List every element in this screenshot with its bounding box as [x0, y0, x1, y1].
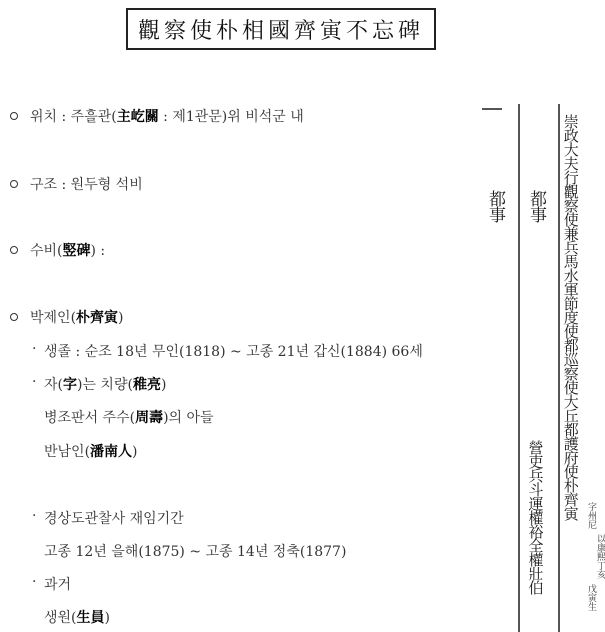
circle-bullet-icon [10, 112, 18, 120]
circle-bullet-icon [10, 180, 18, 188]
dot-bullet-icon: · [32, 508, 37, 524]
page-title: 觀察使朴相國齊寅不忘碑 [126, 8, 436, 50]
dot-bullet-icon: · [32, 341, 37, 357]
dot-bullet-icon: · [32, 374, 37, 390]
column-divider [518, 104, 520, 632]
tenure-line: 고종 12년 을해(1875) ~ 고종 14년 정축(1877) [44, 544, 347, 560]
clan-line: 반남인(潘南人) [44, 444, 138, 460]
dot-bullet-icon: · [32, 574, 37, 590]
location-line: 위치 : 주흘관(主屹關 : 제1관문)위 비석군 내 [30, 109, 304, 125]
person-line: 박제인(朴齊寅) [30, 310, 124, 326]
erector-line: 수비(竪碑) : [30, 243, 106, 259]
exam-label: 과거 [44, 577, 72, 593]
stele-rubbing-image [480, 104, 605, 632]
column-divider [558, 104, 560, 632]
structure-line: 구조 : 원두형 석비 [30, 177, 143, 193]
circle-bullet-icon [10, 313, 18, 321]
father-line: 병조판서 주수(周壽)의 아들 [44, 410, 214, 426]
tenure-label: 경상도관찰사 재임기간 [44, 511, 184, 527]
column-divider [482, 108, 502, 110]
circle-bullet-icon [10, 246, 18, 254]
stele-column-main: 崇政大夫行觀察使兼兵馬水軍節度使都巡察使大丘都護府使朴齊寅 [561, 114, 580, 520]
stele-column-small-3: 戊寅生 [586, 584, 596, 611]
life-line: 생졸 : 순조 18년 무인(1818) ~ 고종 21년 갑신(1884) 66세 [44, 344, 423, 360]
stele-column-small-2: 以康熙丁亥 [595, 534, 605, 579]
stele-column-dosa-2: 都事 [526, 190, 546, 222]
stele-column-lower: 營吏兵斗運權裕全權壯伯 [526, 440, 545, 594]
stele-column-small-1: 字州尼 [586, 502, 596, 529]
courtesy-line: 자(字)는 치량(稚亮) [44, 377, 167, 393]
stele-column-dosa-1: 都事 [485, 190, 505, 222]
exam-line: 생원(生員) [44, 610, 110, 626]
